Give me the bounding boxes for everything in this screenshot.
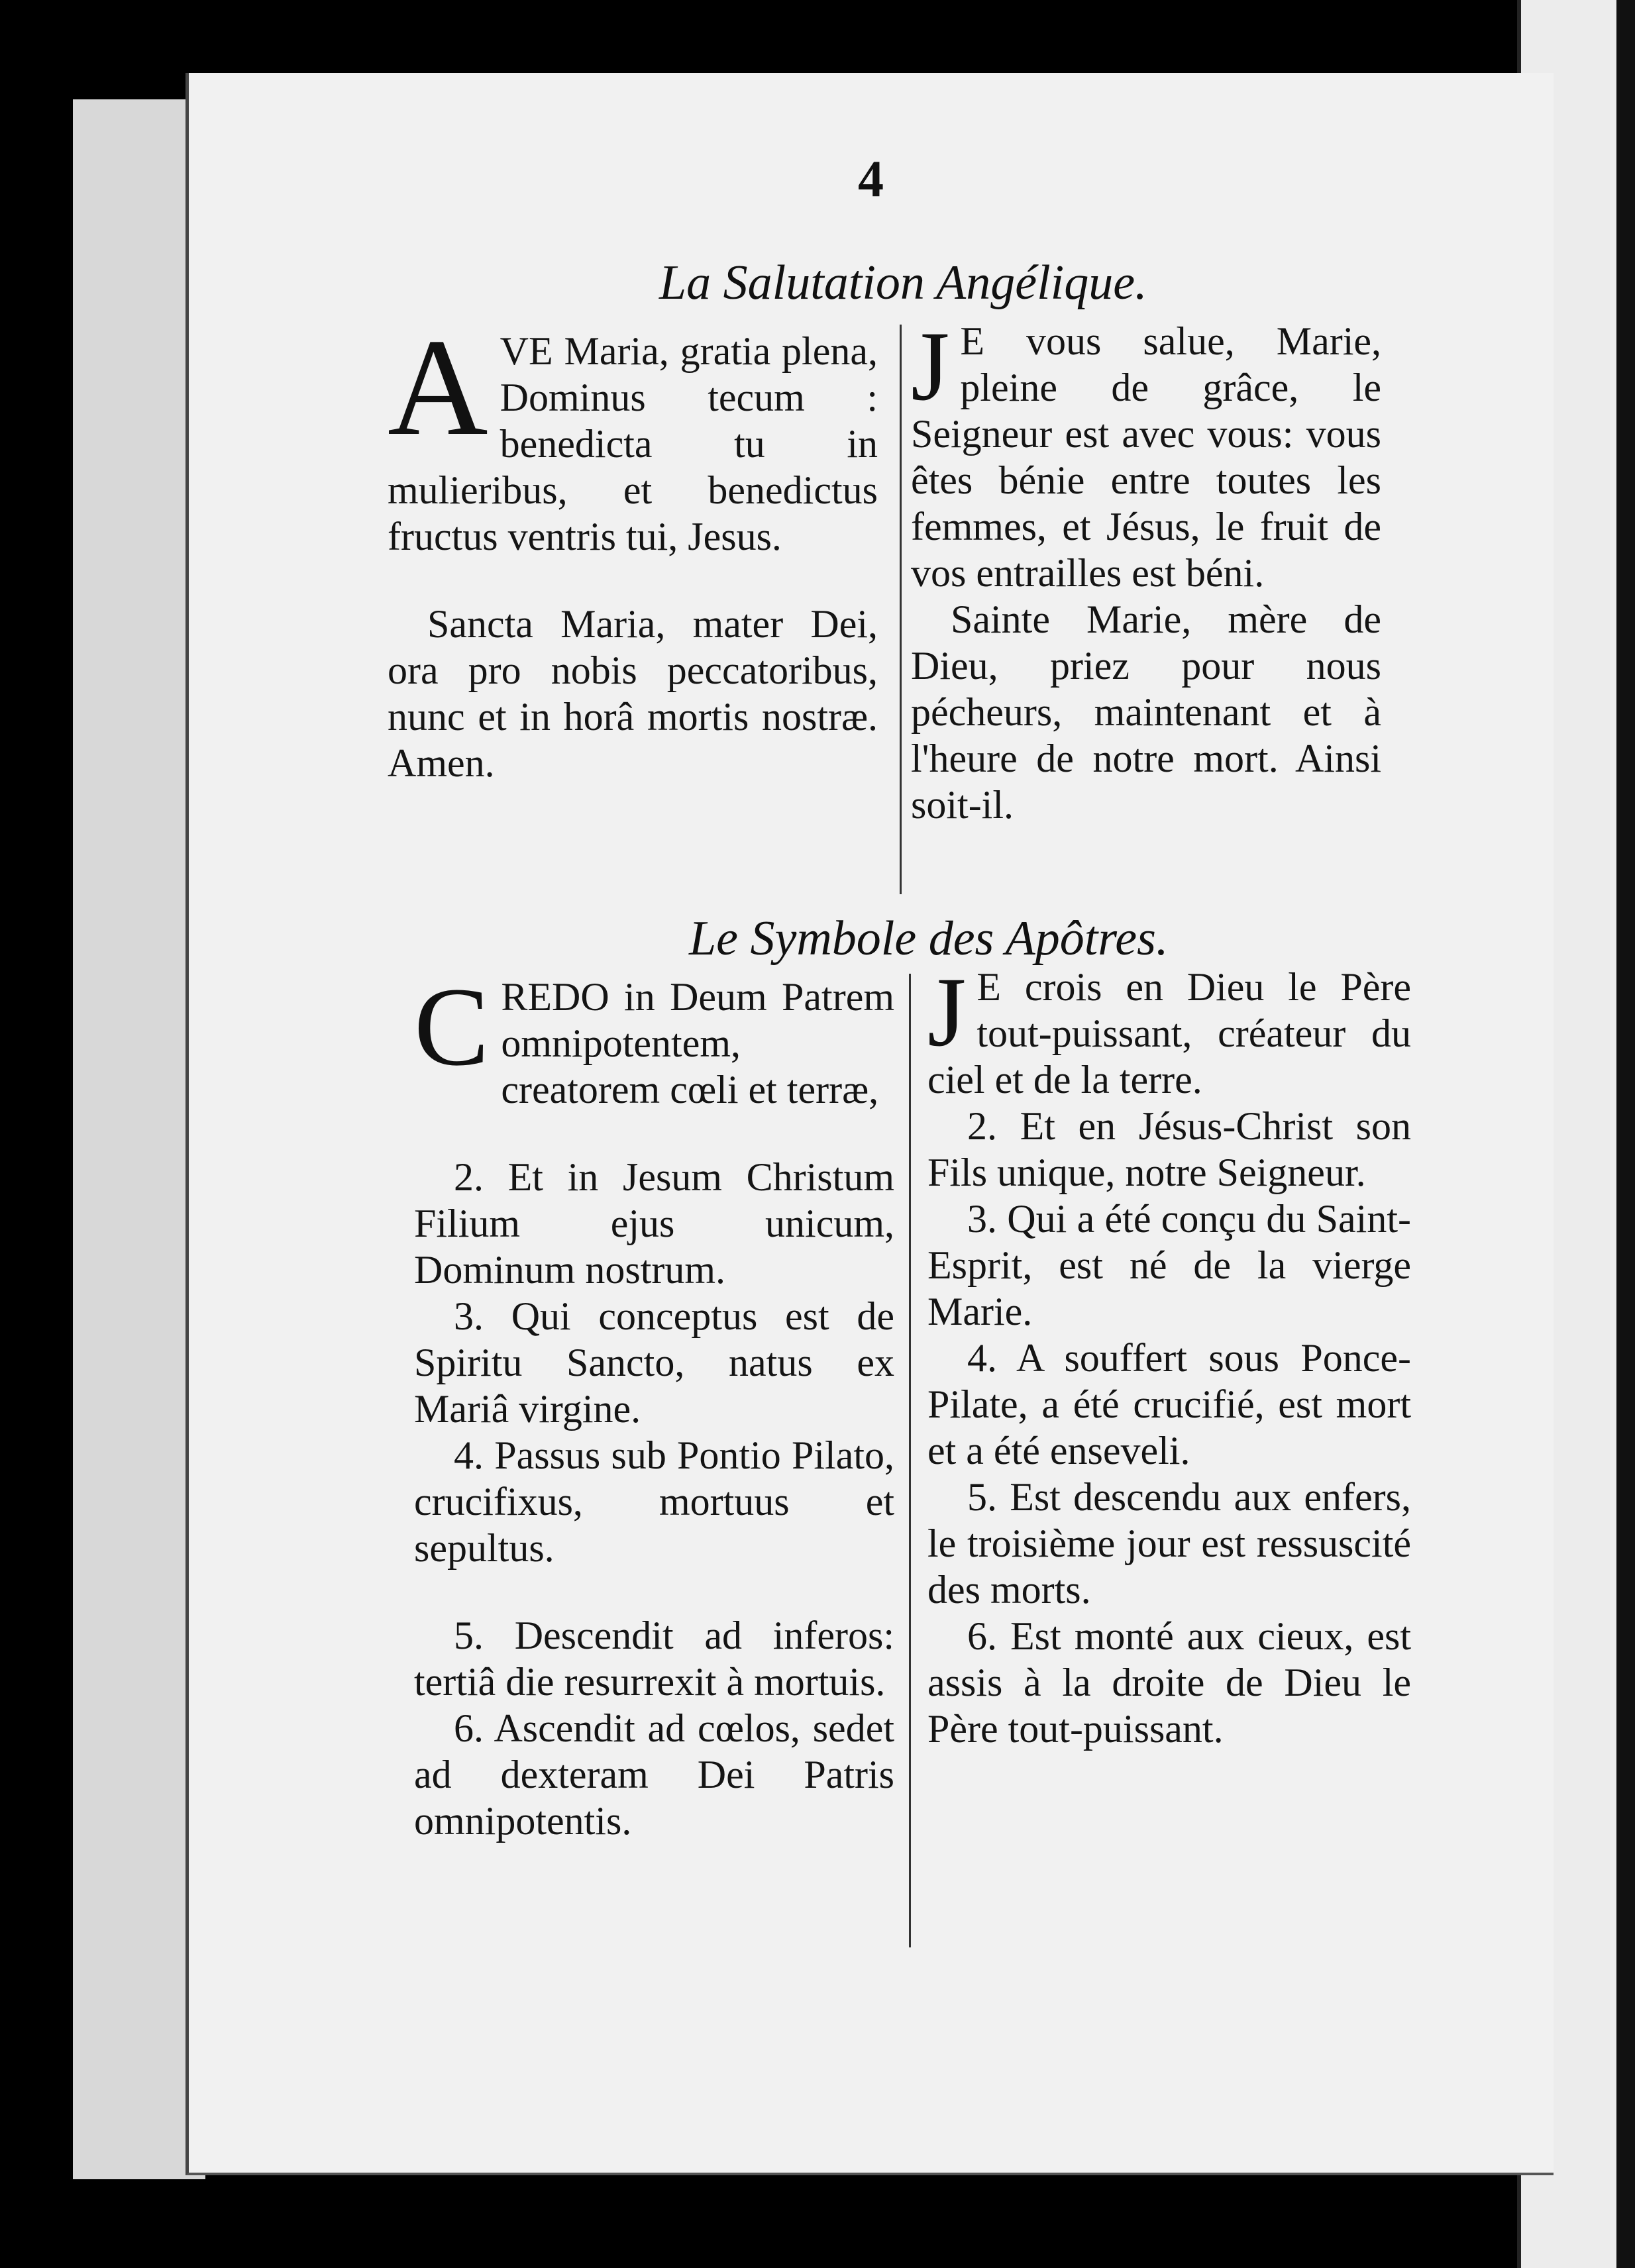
section-title-symbole: Le Symbole des Apôtres. — [689, 911, 1169, 966]
scan-border-right — [1616, 0, 1635, 2268]
latin-paragraph: Sancta Maria, mater Dei, ora pro nobis peccatoribus, nunc et in horâ mortis nostræ. Amen. — [388, 602, 878, 785]
french-paragraph: 4. A souffert sous Ponce-Pilate, a été crucifié, est mort et a été enseveli. — [927, 1336, 1411, 1472]
french-paragraph: 3. Qui a été conçu du Saint-Esprit, est né de la vierge Marie. — [927, 1197, 1411, 1333]
french-paragraph: 5. Est descendu aux enfers, le troisième jour est ressuscité des morts. — [927, 1475, 1411, 1612]
french-paragraph: Sainte Marie, mère de Dieu, priez pour nous pécheurs, maintenant et à l'heure de notre mort. Ainsi soit-il. — [911, 597, 1381, 827]
latin-paragraph: VE Maria, gratia plena, Dominus tecum : benedicta tu in mulieribus, et benedictus fructus ventris tui, Jesus. — [388, 329, 878, 558]
french-paragraph: E crois en Dieu le Père tout-puissant, créateur du ciel et de la terre. — [927, 965, 1411, 1102]
column-divider — [900, 325, 902, 894]
dropcap-j: J — [911, 311, 950, 421]
column-divider — [909, 974, 911, 1947]
latin-paragraph: 6. Ascendit ad cœlos, sedet ad dexteram Dei Patris omnipotentis. — [414, 1706, 894, 1843]
dropcap-j: J — [927, 957, 967, 1067]
latin-paragraph: 2. Et in Jesum Christum Filium ejus unicum, Dominum nostrum. — [414, 1155, 894, 1292]
latin-paragraph: 4. Passus sub Pontio Pilato, crucifixus, mortuus et sepultus. — [414, 1433, 894, 1570]
latin-column-symbole — [414, 964, 894, 1844]
latin-paragraph: 5. Descendit ad inferos: tertiâ die resurrexit à mortuis. — [414, 1614, 894, 1704]
latin-column-salutation — [388, 311, 878, 786]
latin-paragraph: REDO in Deum Patrem omnipotentem, creatorem cœli et terræ, — [501, 975, 894, 1111]
french-paragraph: 6. Est monté aux cieux, est assis à la droite de Dieu le Père tout-puissant. — [927, 1614, 1411, 1751]
page-number: 4 — [858, 150, 884, 207]
french-column-salutation — [911, 311, 1381, 828]
french-paragraph: 2. Et en Jésus-Christ son Fils unique, notre Seigneur. — [927, 1104, 1411, 1194]
french-paragraph: E vous salue, Marie, pleine de grâce, le Seigneur est avec vous: vous êtes bénie entre toutes les femmes, et Jésus, le fruit de vos entrailles est béni. — [911, 319, 1381, 595]
section-title-salutation: La Salutation Angélique. — [659, 256, 1147, 310]
latin-paragraph: 3. Qui conceptus est de Spiritu Sancto, natus ex Mariâ virgine. — [414, 1294, 894, 1431]
french-column-symbole — [927, 957, 1411, 1752]
dropcap-c: C — [414, 964, 490, 1089]
dropcap-a: A — [388, 311, 488, 464]
